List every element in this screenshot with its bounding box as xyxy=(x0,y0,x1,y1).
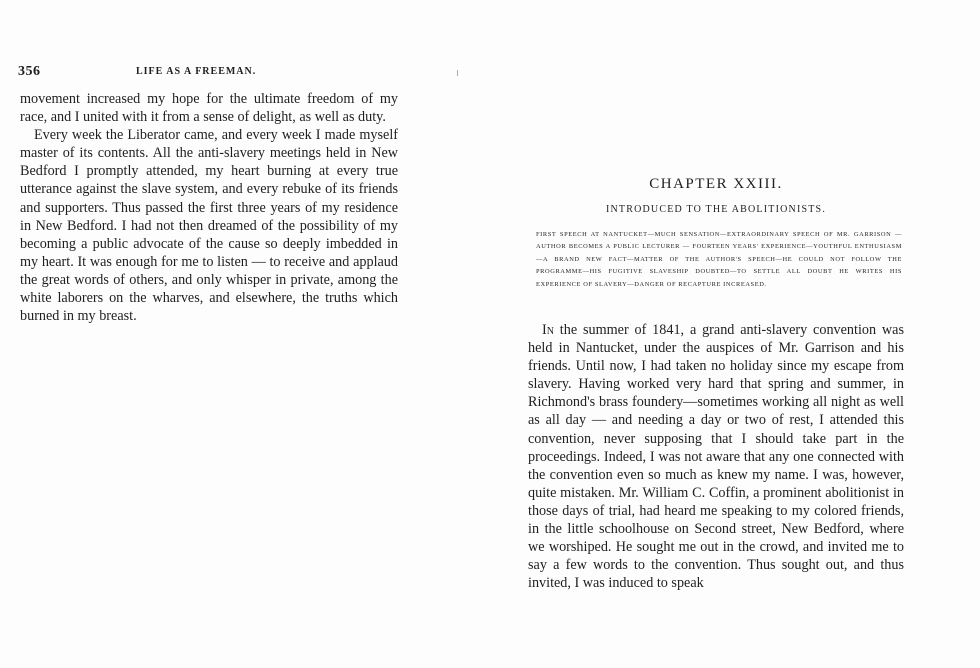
paragraph: Every week the Liberator came, and every week I made myself master of its contents. All the anti-slavery meetings held in New Bedford I promptly attended, my heart burning at every true utterance against the slave system, and every rebuke of its friends and supporters. Thus passed the first three years of my residence in New Bedford. I had not then dreamed of the possibility of my becoming a public advocate of the cause so deeply imbedded in my heart. It was enough for me to listen — to receive and applaud the great words of others, and only whisper in private, among the white laborers on the wharves, and elsewhere, the truths which burned in my breast. xyxy=(20,127,398,325)
paragraph-continued: movement increased my hope for the ultimate freedom of my race, and I united with it from a sense of delight, as well as duty. xyxy=(20,91,398,126)
left-page-text xyxy=(20,90,398,325)
gutter-mark xyxy=(457,70,458,76)
body-text: the summer of 1841, a grand anti-slavery convention was held in Nantucket, under the auspices of Mr. Garrison and his friends. Until now, I had taken no holiday since my escape from slavery. Having worked very hard that spring and summer, in Richmond's brass foundery—sometimes working all night as well as all day — and needing a day or two of rest, I attended this convention, never supposing that I should take part in the proceedings. Indeed, I was not aware that any one connected with the convention even so much as knew my name. I was, however, quite mistaken. Mr. William C. Coffin, a prominent abolitionist in those days of trial, had heard me speaking to my colored friends, in the little schoolhouse on Second street, New Bedford, where we worshiped. He sought me out in the crowd, and invited me to say a few words to the convention. Thus sought out, and thus invited, I was induced to speak xyxy=(528,322,904,592)
chapter-title: CHAPTER XXIII. xyxy=(649,176,783,192)
opening-word: In xyxy=(542,322,554,338)
chapter-body-text xyxy=(528,321,904,592)
left-page xyxy=(0,0,480,668)
running-title: LIFE AS A FREEMAN. xyxy=(136,66,257,77)
chapter-subtitle: INTRODUCED TO THE ABOLITIONISTS. xyxy=(605,204,827,215)
page-number: 356 xyxy=(18,64,41,79)
running-head xyxy=(18,64,398,80)
chapter-synopsis: FIRST SPEECH AT NANTUCKET—MUCH SENSATION—EXTRAORDINARY SPEECH OF MR. GARRISON — AUTHOR BECOMES A PUBLIC LECTURER — FOURTEEN YEARS' EXPERIENCE—YOUTHFUL ENTHUSIASM—A BRAND NEW FACT—MATTER OF THE AUTHOR'S SPEECH—HE COULD NOT FOLLOW THE PROGRAMME—HIS FUGITIVE SLAVESHIP DOUBTED—TO SETTLE ALL DOUBT HE WRITES HIS EXPERIENCE OF SLAVERY—DANGER OF RECAPTURE INCREASED. xyxy=(536,231,902,288)
